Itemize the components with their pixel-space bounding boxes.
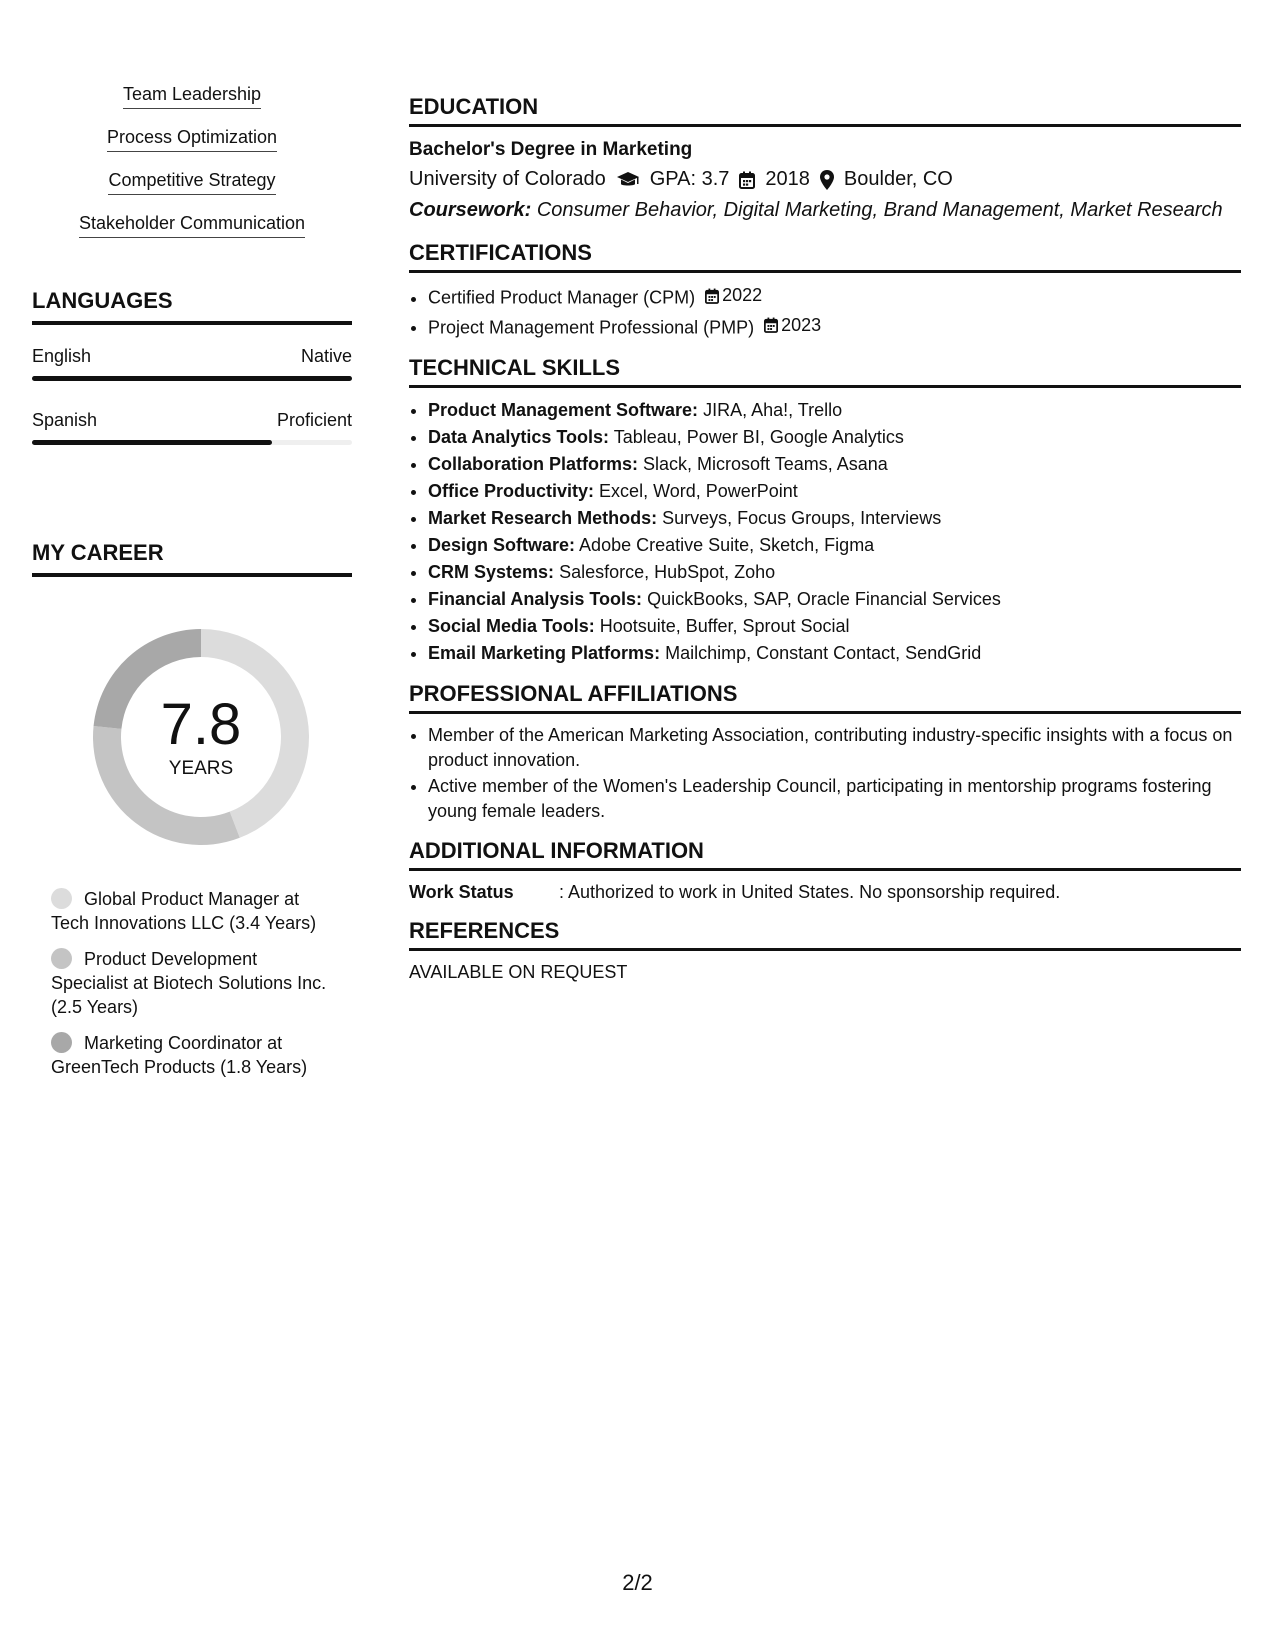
- skill-label: Data Analytics Tools:: [428, 427, 610, 447]
- career-legend-label: Product Development Specialist at Biotech Solutions Inc. (2.5 Years): [51, 949, 327, 1017]
- donut-center: [81, 617, 321, 857]
- skill-value: JIRA, Aha!, Trello: [703, 400, 843, 420]
- certification-year: 2022: [722, 285, 763, 305]
- education-heading: EDUCATION: [409, 94, 1241, 127]
- calendar-icon: [764, 317, 778, 333]
- page-number: 2/2: [622, 1570, 653, 1595]
- school-name: University of Colorado: [409, 168, 606, 190]
- work-status-row: [409, 880, 1241, 904]
- certification-name: Project Management Professional (PMP): [428, 317, 755, 337]
- technical-skills-heading: TECHNICAL SKILLS: [409, 355, 1241, 388]
- skill-value: Salesforce, HubSpot, Zoho: [559, 562, 776, 582]
- languages-section: [32, 288, 352, 445]
- education-section: [409, 94, 1241, 226]
- skill-value: Adobe Creative Suite, Sketch, Figma: [579, 535, 875, 555]
- skill-value: Excel, Word, PowerPoint: [599, 481, 798, 501]
- technical-skill-item: [428, 478, 1241, 505]
- technical-skill-item: [428, 505, 1241, 532]
- technical-skill-item: [428, 613, 1241, 640]
- technical-skill-item: [428, 586, 1241, 613]
- gpa: GPA: 3.7: [649, 168, 730, 190]
- graduation-cap-icon: [616, 171, 640, 189]
- references-text: AVAILABLE ON REQUEST: [409, 962, 628, 982]
- skill-label: Collaboration Platforms:: [428, 454, 639, 474]
- degree-title: Bachelor's Degree in Marketing: [409, 139, 693, 160]
- skill-value: Hootsuite, Buffer, Sprout Social: [599, 616, 850, 636]
- skill-label: Financial Analysis Tools:: [428, 589, 643, 609]
- career-legend-item: [51, 887, 331, 935]
- affiliations-section: [409, 681, 1241, 824]
- language-level: Native: [300, 346, 352, 366]
- skill-value: Surveys, Focus Groups, Interviews: [662, 508, 942, 528]
- certification-year: 2023: [781, 314, 822, 335]
- languages-heading: LANGUAGES: [32, 288, 352, 325]
- skill-label: Office Productivity:: [428, 481, 595, 501]
- map-marker-icon: [820, 170, 834, 190]
- technical-skill-item: [428, 559, 1241, 586]
- coursework-label: Coursework:: [409, 199, 532, 221]
- language-bar-fill: [32, 376, 352, 381]
- technical-skills-section: [409, 355, 1241, 667]
- certification-item: [428, 282, 1241, 312]
- legend-dot-icon: [51, 948, 72, 969]
- legend-dot-icon: [51, 1032, 72, 1053]
- education-location: Boulder, CO: [843, 168, 953, 190]
- technical-skill-item: [428, 451, 1241, 478]
- career-section: [32, 540, 352, 1091]
- career-legend-label: Global Product Manager at Tech Innovations LLC (3.4 Years): [51, 889, 317, 933]
- left-column: [32, 82, 352, 445]
- language-bar: [32, 376, 352, 381]
- additional-info-section: [409, 838, 1241, 904]
- career-legend-label: Marketing Coordinator at GreenTech Products (1.8 Years): [51, 1033, 308, 1077]
- affiliation-item: • Member of the American Marketing Association, contributing industry-specific insights with a focus on product innovation.: [428, 723, 1241, 773]
- work-status-label: Work Status: [409, 882, 514, 902]
- language-name: Spanish: [32, 410, 98, 430]
- career-legend: [32, 887, 352, 1079]
- career-donut-chart: [81, 617, 321, 857]
- affiliations-heading: PROFESSIONAL AFFILIATIONS: [409, 681, 1241, 714]
- language-bar: [32, 440, 352, 445]
- career-total-years: 7.8: [160, 692, 242, 757]
- technical-skill-item: [428, 424, 1241, 451]
- references-section: [409, 918, 1241, 984]
- career-total-unit: YEARS: [168, 758, 234, 779]
- skill-tag: Team Leadership: [123, 82, 261, 109]
- work-status-value: : Authorized to work in United States. No sponsorship required.: [559, 882, 1061, 902]
- coursework: [409, 195, 1241, 226]
- skill-value: Slack, Microsoft Teams, Asana: [643, 454, 888, 474]
- language-bar-fill: [32, 440, 272, 445]
- skill-tag: Process Optimization: [107, 125, 277, 152]
- skill-value: Mailchimp, Constant Contact, SendGrid: [665, 643, 982, 663]
- coursework-list: Consumer Behavior, Digital Marketing, Brand Management, Market Research: [536, 199, 1223, 221]
- calendar-icon: [705, 288, 719, 304]
- right-column: [409, 94, 1241, 998]
- technical-skill-item: [428, 532, 1241, 559]
- language-row: [32, 409, 352, 445]
- skill-label: Product Management Software:: [428, 400, 699, 420]
- skill-value: QuickBooks, SAP, Oracle Financial Services: [647, 589, 1001, 609]
- certifications-section: [409, 240, 1241, 341]
- affiliation-item: • Active member of the Women's Leadership Council, participating in mentorship programs fostering young female leaders.: [428, 774, 1241, 824]
- certification-name: Certified Product Manager (CPM): [428, 287, 696, 308]
- additional-info-heading: ADDITIONAL INFORMATION: [409, 838, 1241, 871]
- skill-value: Tableau, Power BI, Google Analytics: [613, 427, 904, 447]
- skill-tag: Competitive Strategy: [108, 168, 275, 195]
- education-meta: [409, 164, 1241, 195]
- certifications-heading: CERTIFICATIONS: [409, 240, 1241, 273]
- technical-skill-item: [428, 640, 1241, 667]
- language-level: Proficient: [276, 410, 352, 430]
- skill-label: Design Software:: [428, 535, 576, 555]
- skill-label: Email Marketing Platforms:: [428, 643, 661, 663]
- career-legend-item: [51, 947, 331, 1019]
- skill-tags: [32, 82, 352, 238]
- calendar-icon: [739, 171, 755, 189]
- certification-item: [428, 312, 1241, 342]
- language-row: [32, 345, 352, 381]
- language-name: English: [32, 346, 92, 366]
- graduation-year: 2018: [765, 168, 810, 190]
- references-heading: REFERENCES: [409, 918, 1241, 951]
- technical-skill-item: [428, 397, 1241, 424]
- skill-label: CRM Systems:: [428, 562, 555, 582]
- skill-tag: Stakeholder Communication: [79, 211, 305, 238]
- career-legend-item: [51, 1031, 331, 1079]
- legend-dot-icon: [51, 888, 72, 909]
- skill-label: Market Research Methods:: [428, 508, 658, 528]
- skill-label: Social Media Tools:: [428, 616, 595, 636]
- career-heading: MY CAREER: [32, 540, 352, 577]
